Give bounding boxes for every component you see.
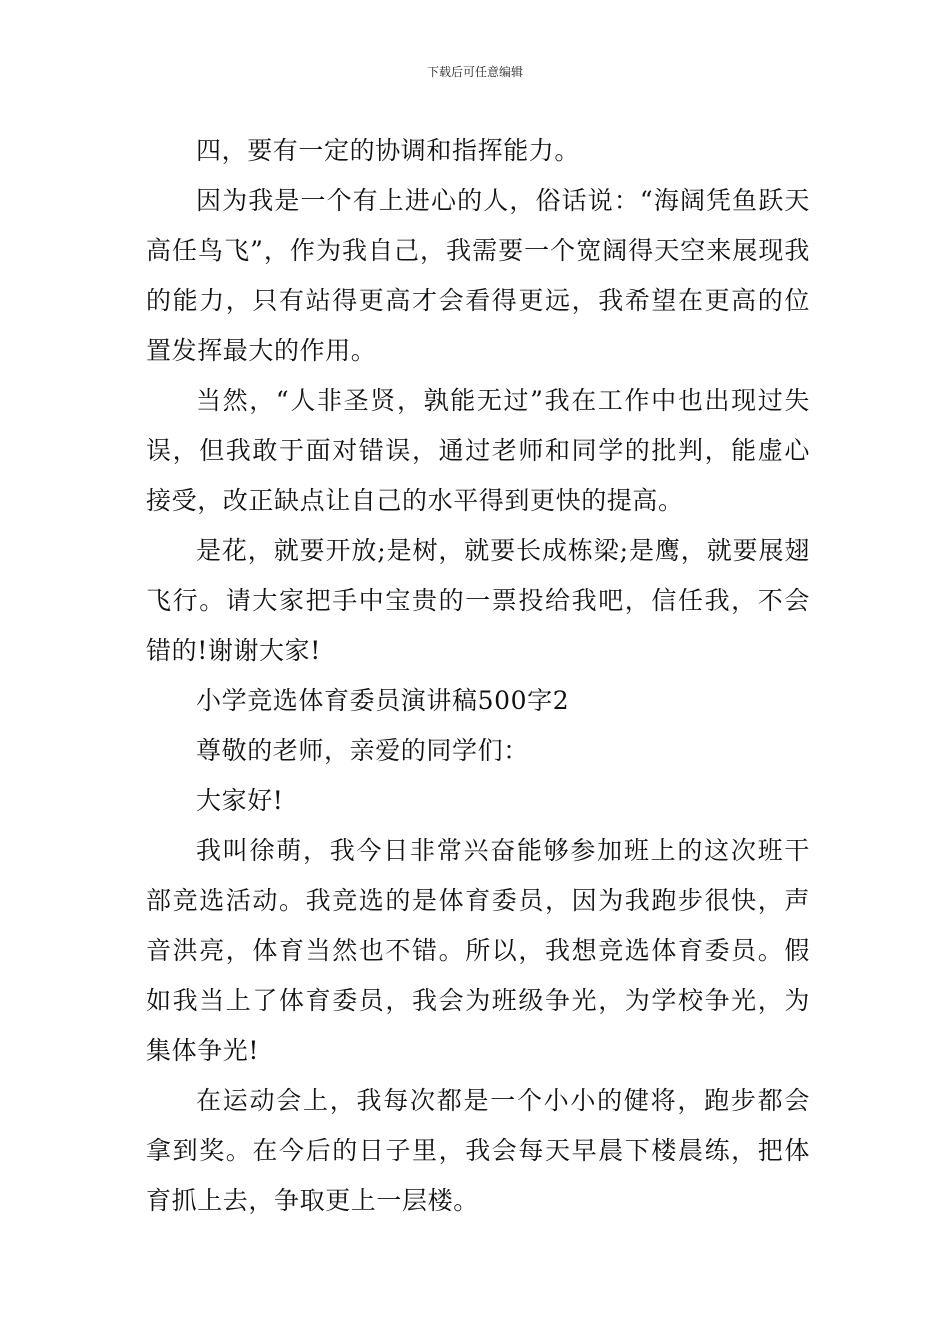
paragraph-8: 我叫徐萌，我今日非常兴奋能够参加班上的这次班干部竞选活动。我竞选的是体育委员，因为我跑步很快，声音洪亮，体育当然也不错。所以，我想竞选体育委员。假如我当上了体育委员，我会为班级争光，为学校争光，为集体争光! (146, 836, 810, 1065)
paragraph-4: 是花，就要开放;是树，就要长成栋梁;是鹰，就要展翅飞行。请大家把手中宝贵的一票投给我吧，信任我，不会错的!谢谢大家! (146, 536, 810, 665)
section-title: 小学竞选体育委员演讲稿500字2 (196, 686, 570, 715)
paragraph-3: 当然，“人非圣贤，孰能无过”我在工作中也出现过失误，但我敢于面对错误，通过老师和同学的批判，能虚心接受，改正缺点让自己的水平得到更快的提高。 (146, 386, 810, 515)
paragraph-2: 因为我是一个有上进心的人，俗话说：“海阔凭鱼跃天高任鸟飞”，作为我自己，我需要一个宽阔得天空来展现我的能力，只有站得更高才会看得更远，我希望在更高的位置发挥最大的作用。 (146, 186, 810, 365)
paragraph-9: 在运动会上，我每次都是一个小小的健将，跑步都会拿到奖。在今后的日子里，我会每天早晨下楼晨练，把体育抓上去，争取更上一层楼。 (146, 1086, 810, 1215)
paragraph-1: 四，要有一定的协调和指挥能力。 (196, 136, 581, 165)
greeting: 大家好! (196, 786, 284, 815)
document-body (146, 126, 810, 1226)
salutation: 尊敬的老师，亲爱的同学们： (196, 736, 529, 765)
page-header: 下载后可任意编辑 (426, 65, 523, 79)
